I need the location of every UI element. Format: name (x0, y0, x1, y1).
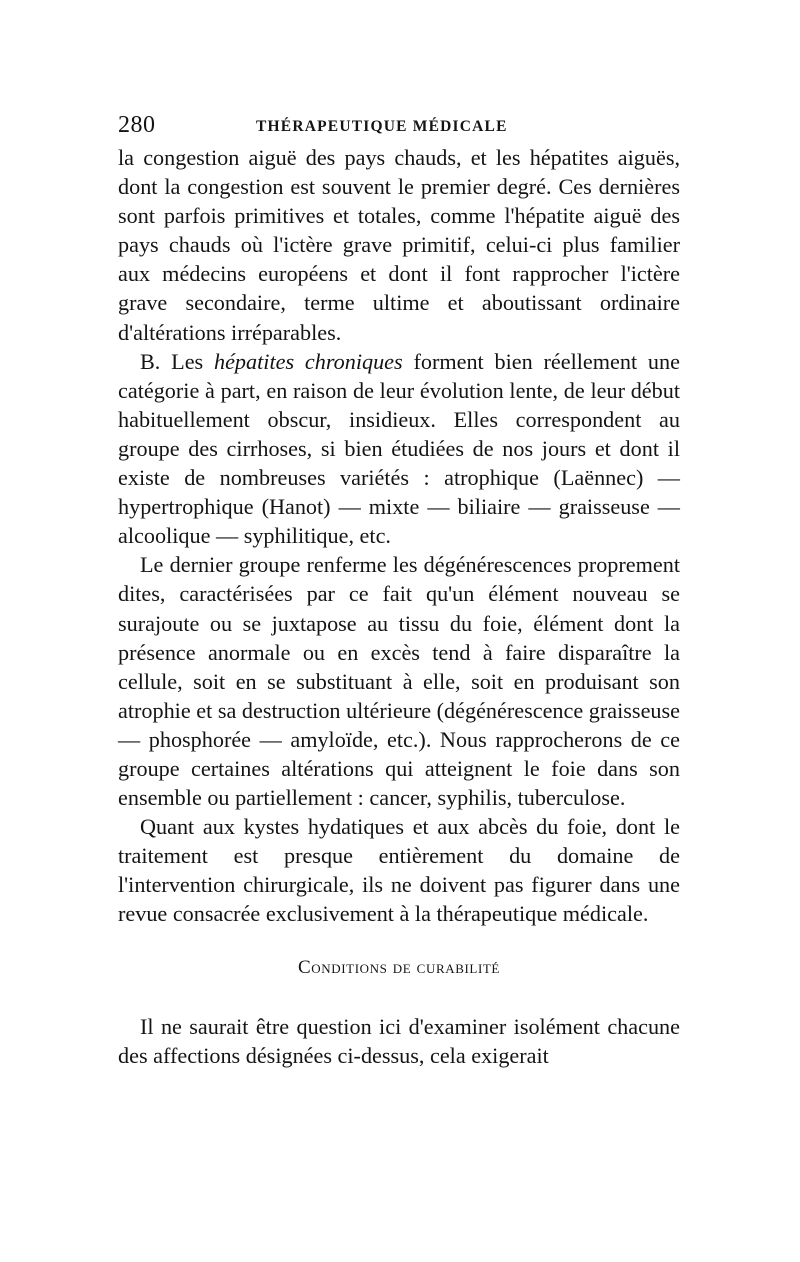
section-heading (118, 957, 680, 979)
page-number: 280 (118, 112, 156, 138)
paragraph-4: Quant aux kystes hydatiques et aux abcès du foie, dont le traitement est presque entièrement du domaine de l'intervention chirurgicale, ils ne doivent pas figurer dans une revue consacrée exclusivement à la thérapeutique médicale. (118, 814, 680, 927)
main-text (118, 143, 680, 929)
section-heading-text: Conditions de curabilité (298, 957, 500, 978)
paragraph-5: Il ne saurait être question ici d'examiner isolément chacune des affections désignées ci-dessus, cela exigerait (118, 1014, 680, 1069)
page-header (118, 112, 680, 146)
paragraph-3: Le dernier groupe renferme les dégénérescences proprement dites, caractérisées par ce fait qu'un élément nouveau se surajoute ou se juxtapose au tissu du foie, élément dont la présence anormale ou en excès tend à faire disparaître la cellule, soit en se substituant à elle, soit en produisant son atrophie et sa destruction ultérieure (dégénérescence graisseuse — phosphorée — amyloïde, etc.). Nous rapprocherons de ce groupe certaines altérations qui atteignent le foie dans son ensemble ou partiellement : cancer, syphilis, tuberculose. (118, 552, 680, 811)
paragraph-2 (118, 347, 680, 551)
paragraph-2-lead: B. Les (140, 348, 214, 374)
paragraph-2-italic-term: hépatites chroniques (213, 348, 403, 374)
continuation-text (118, 1012, 680, 1070)
paragraph-1: la congestion aiguë des pays chauds, et les hépatites aiguës, dont la congestion est souvent le premier degré. Ces dernières sont parfois primitives et totales, comme l'hépatite aiguë des pays chauds où l'ictère grave primitif, celui-ci plus familier aux médecins européens et dont il font rapprocher l'ictère grave secondaire, terme ultime et aboutissant ordinaire d'altérations irréparables. (118, 145, 680, 345)
paragraph-2-rest: forment bien réellement une catégorie à part, en raison de leur évolution lente, de leur début habituellement obscur, insidieux. Elles correspondent au groupe des cirrhoses, si bien étudiées de nos jours et dont il existe de nombreuses variétés : atrophique (Laënnec) — hypertrophique (Hanot) — mixte — biliaire — graisseuse — alcoolique — syphilitique, etc. (118, 348, 680, 549)
running-title: THÉRAPEUTIQUE MÉDICALE (256, 118, 508, 135)
